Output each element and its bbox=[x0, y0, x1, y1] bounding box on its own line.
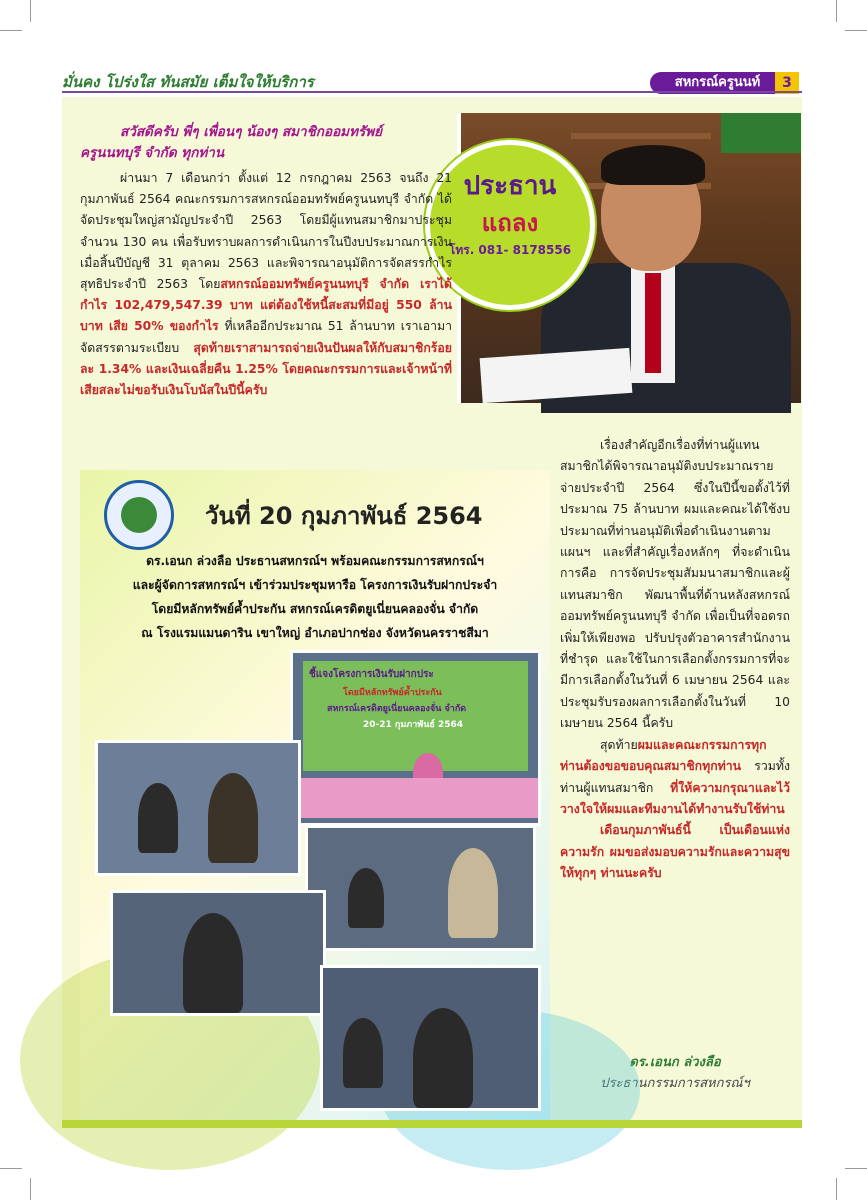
footer-divider bbox=[62, 1120, 802, 1128]
photo-collage bbox=[80, 470, 550, 1120]
collage-caption-line: โดยมีหลักทรัพย์ค้ำประกัน สหกรณ์เครดิตยูเนี่ยนคลองจั่น จำกัด bbox=[151, 602, 479, 616]
paragraph-text: ผ่านมา 7 เดือนกว่า ตั้งแต่ 12 กรกฎาคม 2563 จนถึง 21 กุมภาพันธ์ 2564 คณะกรรมการสหกรณ์ออมทรัพย์ครูนนทบุรี จำกัด ได้จัดประชุมใหญ่สามัญประจำปี 2563 โดยมีผู้แทนสมาชิกมาประชุมจำนวน 130 คน เพื่อรับทราบผลการดำเนินการในปีงบประมาณการเงินเมื่อสิ้นปีบัญชี 31 ตุลาคม 2563 และพิจารณาอนุมัติการจัดสรรกำไรสุทธิประจำปี 2563 โดย bbox=[80, 171, 452, 292]
greeting-line: สวัสดีครับ พี่ๆ เพื่อนๆ น้องๆ สมาชิกออมทรัพย์ bbox=[120, 124, 383, 140]
highlight-text: ที่ให้ความกรุณาและไว้วางใจให้ผมและทีมงานได้ทำงานรับใช้ท่าน bbox=[560, 780, 790, 816]
attendee bbox=[208, 773, 258, 863]
attendee bbox=[343, 1018, 383, 1088]
banner-text: โดยมีหลักทรัพย์ค้ำประกัน bbox=[343, 688, 442, 698]
meeting-photo bbox=[95, 740, 301, 876]
page-number: 3 bbox=[775, 72, 799, 94]
highlight-text: สุดท้ายเราสามารถจ่ายเงินปันผลให้กับสมาชิกร้อยละ 1.34% และเงินเฉลี่ยคืน 1.25% โดยคณะกรรมการและเจ้าหน้าที่เสียสละไม่ขอรับเงินโบนัสในปีนี้ครับ bbox=[80, 340, 452, 398]
badge-phone: โทร. 081- 8178556 bbox=[448, 243, 572, 257]
meeting-photo bbox=[320, 965, 541, 1111]
article-body-right bbox=[560, 435, 790, 885]
crop-mark bbox=[845, 30, 867, 31]
banner-text: 20-21 กุมภาพันธ์ 2564 bbox=[363, 720, 464, 730]
attendee bbox=[448, 848, 498, 938]
meeting-photo bbox=[290, 650, 541, 826]
article-body-left bbox=[80, 168, 452, 401]
crop-mark bbox=[30, 0, 31, 22]
signature-name: ดร.เอนก ล่วงลือ bbox=[629, 1055, 721, 1070]
wall-sign bbox=[721, 113, 801, 153]
banner-text: ชี้แจงโครงการเงินรับฝากประ bbox=[309, 669, 434, 680]
bookshelf bbox=[571, 133, 711, 139]
cooperative-logo bbox=[104, 480, 174, 550]
person-tie bbox=[645, 273, 661, 373]
paragraph-text: ที่เหลืออีกประมาณ 51 ล้านบาท เราเอามาจัดสรรตามระเบียบ bbox=[80, 319, 452, 355]
collage-caption-line: ณ โรงแรมแมนดาริน เขาใหญ่ อำเภอปากช่อง จังหวัดนครราชสีมา bbox=[141, 626, 489, 640]
paragraph: เดือนกุมภาพันธ์นี้ เป็นเดือนแห่งความรัก ผมขอส่งมอบความรักและความสุขให้ทุกๆ ท่านนะครับ bbox=[560, 823, 790, 881]
crop-mark bbox=[0, 30, 22, 31]
signature-title: ประธานกรรมการสหกรณ์ฯ bbox=[600, 1076, 750, 1091]
badge-title: ประธาน bbox=[463, 171, 557, 201]
crop-mark bbox=[836, 0, 837, 22]
meeting-photo bbox=[305, 825, 536, 951]
paragraph-text: สุดท้าย bbox=[600, 737, 638, 752]
meeting-photo bbox=[110, 890, 326, 1016]
crop-mark bbox=[0, 1168, 22, 1169]
highlight-text: สหกรณ์ออมทรัพย์ครูนนทบุรี จำกัด เราได้กำไร 102,479,547.39 บาท แต่ต้องใช้หนี้สะสมที่มีอยู่ 550 ล้านบาท เสีย 50% ของกำไร bbox=[80, 277, 452, 334]
crop-mark bbox=[836, 1178, 837, 1200]
highlight-text: ผมและคณะกรรมการทุกท่านต้องขอขอบคุณสมาชิกทุกท่าน bbox=[560, 737, 767, 774]
attendee bbox=[348, 868, 384, 928]
logo-emblem bbox=[121, 497, 157, 533]
paragraph: เรื่องสำคัญอีกเรื่องที่ท่านผู้แทนสมาชิกได้พิจารณาอนุมัติงบประมาณรายจ่ายประจำปี 2564 ซึ่งในปีนี้ขอตั้งไว้ที่ประมาณ 75 ล้านบาท ผมและคณะได้ใช้งบประมาณที่ท่านอนุมัติเพื่อดำเนินงานตามแผนฯ และที่สำคัญเรื่องหลักๆ ที่จะดำเนินการคือ การจัดประชุมสัมมนาสมาชิกและผู้แทนสมาชิก พัฒนาพื้นที่ด้านหลังสหกรณ์ออมทรัพย์ครูนนทบุรี จำกัด เพื่อเป็นที่จอดรถเพิ่มให้เพียงพอ ปรับปรุงตัวอาคารสำนักงานที่ชำรุด และใช้ในการเลือกตั้งกรรมการที่จะมีการเลือกตั้งในวันที่ 6 เมษายน 2564 และประชุมรับรองผลการเลือกตั้งในวันที่ 10 เมษายน 2564 นี้ครับ bbox=[560, 438, 790, 731]
banner-text: สหกรณ์เครดิตยูเนี่ยนคลองจั่น จำกัด bbox=[327, 704, 467, 714]
publication-tab: สหกรณ์ครูนนท์ bbox=[650, 72, 785, 94]
attendee bbox=[183, 913, 243, 1013]
collage-date: วันที่ 20 กุมภาพันธ์ 2564 bbox=[205, 502, 483, 530]
crop-mark bbox=[30, 1178, 31, 1200]
greeting-line: ครูนนทบุรี จำกัด ทุกท่าน bbox=[80, 145, 225, 161]
stage-table bbox=[293, 778, 538, 818]
attendee bbox=[413, 1008, 473, 1108]
event-banner bbox=[303, 661, 528, 771]
greeting bbox=[80, 122, 452, 164]
badge-subtitle: แถลง bbox=[481, 209, 539, 237]
header-slogan: มั่นคง โปร่งใส ทันสมัย เต็มใจให้บริการ bbox=[62, 73, 314, 91]
paragraph-text: รวมทั้งท่านผู้แทนสมาชิก bbox=[560, 759, 790, 795]
header-divider bbox=[62, 91, 802, 93]
attendee bbox=[138, 783, 178, 853]
person-hair bbox=[601, 145, 705, 185]
collage-caption-line: และผู้จัดการสหกรณ์ฯ เข้าร่วมประชุมหารือ โครงการเงินรับฝากประจำ bbox=[132, 578, 498, 592]
collage-caption-line: ดร.เอนก ล่วงลือ ประธานสหกรณ์ฯ พร้อมคณะกรรมการสหกรณ์ฯ bbox=[146, 554, 484, 568]
crop-mark bbox=[845, 1168, 867, 1169]
